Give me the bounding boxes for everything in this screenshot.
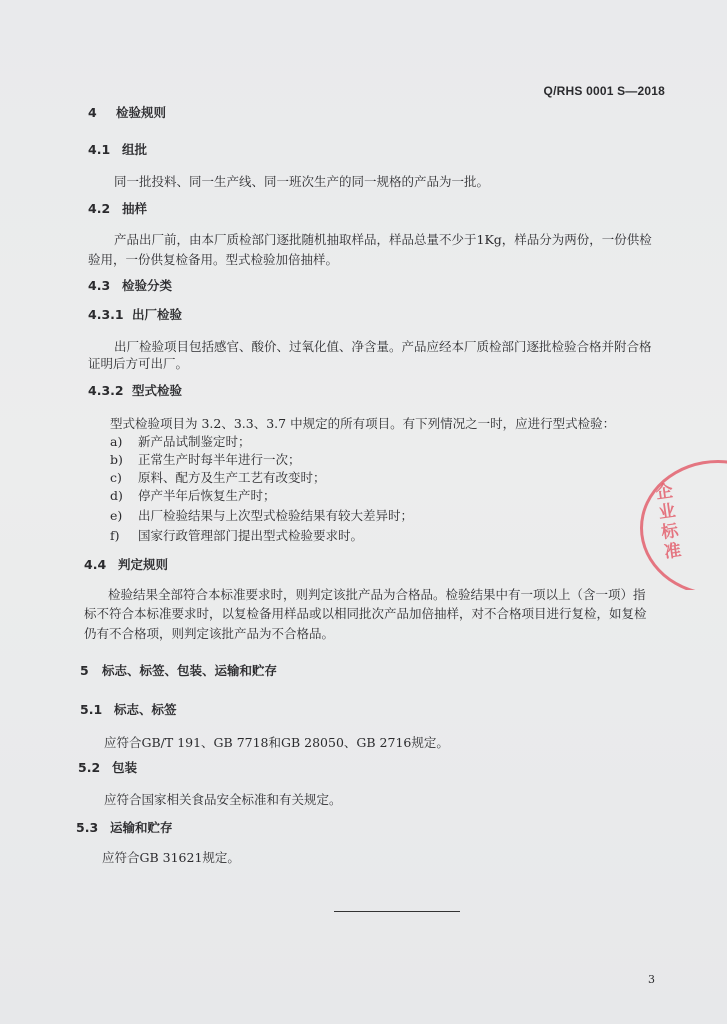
heading-5-1: [80, 700, 177, 718]
page-number: 3: [648, 973, 655, 986]
list-marker: c): [110, 470, 122, 485]
paragraph-4-1: 同一批投料、同一生产线、同一班次生产的同一规格的产品为一批。: [114, 174, 490, 189]
heading-4-3-2: [88, 381, 182, 399]
heading-number: 5.1: [80, 702, 103, 717]
heading-title: 标志、标签、包装、运输和贮存: [102, 663, 278, 678]
company-seal-stamp: [640, 460, 727, 590]
heading-4-1: [88, 140, 147, 158]
heading-5-2: [78, 758, 137, 776]
heading-4-3-1: [88, 305, 182, 323]
list-item: [110, 432, 251, 452]
heading-number: 4.3.2: [88, 383, 124, 398]
list-marker: a): [110, 434, 123, 449]
paragraph-5-2: 应符合国家相关食品安全标准和有关规定。: [104, 792, 342, 807]
heading-number: 5: [80, 663, 89, 678]
heading-number: 4.1: [88, 142, 111, 157]
list-text: 原料、配方及生产工艺有改变时；: [138, 470, 326, 485]
heading-title: 检验分类: [122, 278, 173, 293]
heading-4: [88, 103, 166, 121]
list-marker: f): [110, 528, 120, 543]
paragraph-4-3-1-line-2: 证明后方可出厂。: [88, 356, 189, 371]
paragraph-4-3-1-line-1: 出厂检验项目包括感官、酸价、过氧化值、净含量。产品应经本厂质检部门逐批检验合格并附合格: [114, 339, 652, 354]
list-item: [110, 450, 301, 470]
list-item: [110, 506, 413, 526]
heading-number: 4.4: [84, 557, 107, 572]
list-marker: d): [110, 488, 123, 503]
heading-number: 4: [88, 105, 97, 120]
list-text: 正常生产时每半年进行一次；: [138, 452, 301, 467]
paragraph-5-1: 应符合GB/T 191、GB 7718和GB 28050、GB 2716规定。: [104, 735, 449, 750]
paragraph-4-2-line-1: 产品出厂前，由本厂质检部门逐批随机抽取样品，样品总量不少于1Kg，样品分为两份，一份供检: [114, 232, 652, 247]
paragraph-4-3-2-intro: 型式检验项目为 3.2、3.3、3.7 中规定的所有项目。有下列情况之一时，应进行型式检验：: [110, 416, 616, 431]
heading-number: 4.3.1: [88, 307, 124, 322]
list-text: 新产品试制鉴定时；: [138, 434, 251, 449]
heading-title: 判定规则: [118, 557, 169, 572]
heading-title: 组批: [122, 142, 148, 157]
list-item: [110, 486, 276, 506]
heading-title: 标志、标签: [114, 702, 177, 717]
paragraph-5-3: 应符合GB 31621规定。: [102, 850, 240, 865]
heading-number: 4.2: [88, 201, 111, 216]
seal-text: 企业标准: [654, 481, 683, 563]
heading-5-3: [76, 818, 173, 836]
heading-title: 抽样: [122, 201, 148, 216]
heading-4-2: [88, 199, 147, 217]
list-item: [110, 526, 363, 546]
heading-4-4: [84, 555, 168, 573]
heading-4-3: [88, 276, 172, 294]
heading-title: 出厂检验: [132, 307, 183, 322]
list-marker: b): [110, 452, 123, 467]
seal-ring: [640, 460, 727, 590]
heading-title: 包装: [112, 760, 138, 775]
list-item: [110, 468, 326, 488]
document-number: Q/RHS 0001 S—2018: [543, 84, 665, 98]
list-marker: e): [110, 508, 123, 523]
paragraph-4-4-line-1: 检验结果全部符合本标准要求时，则判定该批产品为合格品。检验结果中有一项以上（含一项）指: [108, 587, 646, 602]
list-text: 出厂检验结果与上次型式检验结果有较大差异时；: [138, 508, 414, 523]
end-rule-divider: [334, 911, 460, 912]
heading-title: 运输和贮存: [110, 820, 173, 835]
paragraph-4-4-line-3: 仍有不合格项，则判定该批产品为不合格品。: [84, 626, 335, 641]
heading-5: [80, 661, 277, 679]
heading-title: 型式检验: [132, 383, 183, 398]
list-text: 国家行政管理部门提出型式检验要求时。: [138, 528, 364, 543]
heading-title: 检验规则: [116, 105, 167, 120]
heading-number: 5.2: [78, 760, 101, 775]
heading-number: 4.3: [88, 278, 111, 293]
paragraph-4-2-line-2: 验用，一份供复检备用。型式检验加倍抽样。: [88, 252, 339, 267]
paragraph-4-4-line-2: 标不符合本标准要求时，以复检备用样品或以相同批次产品加倍抽样，对不合格项目进行复检，如复检: [84, 606, 647, 621]
heading-number: 5.3: [76, 820, 99, 835]
list-text: 停产半年后恢复生产时；: [138, 488, 276, 503]
